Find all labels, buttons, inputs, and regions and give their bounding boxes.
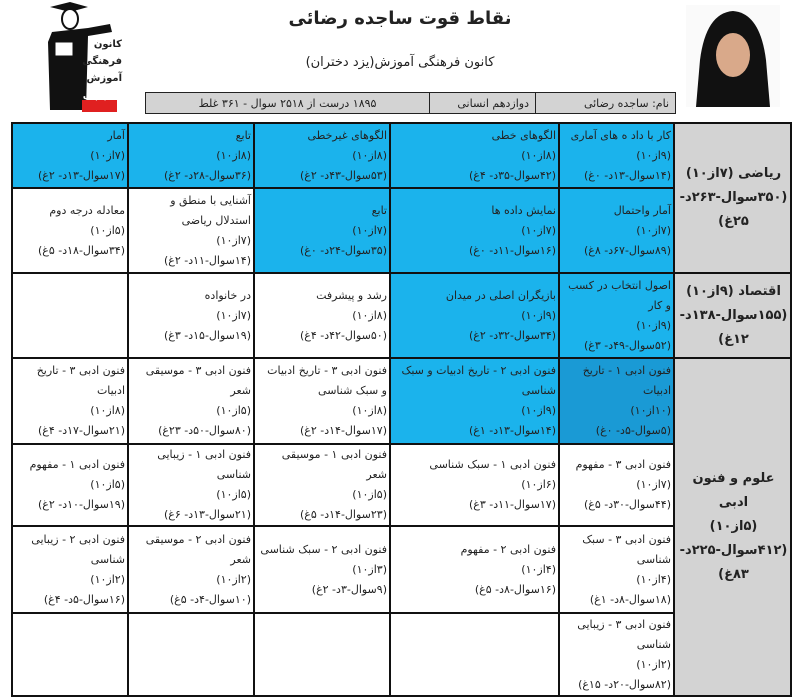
topic-stats: (۵۰سوال-۴۲د- ۴غ) (299, 328, 387, 342)
empty-cell (390, 613, 559, 696)
topic-name: آشنایی با منطق و استدلال ریاضی (170, 193, 251, 227)
topic-score: (۵از۱۰) (90, 223, 125, 237)
logo-line: آموزش (86, 73, 122, 84)
empty-cell (12, 613, 128, 696)
institution-subtitle: کانون فرهنگی آموزش(یزد دختران) (305, 55, 495, 70)
topic-cell (128, 273, 254, 358)
topic-cell (559, 358, 674, 444)
topic-score: (۲از۱۰) (636, 657, 671, 671)
topic-cell (128, 444, 254, 526)
topic-cell (12, 526, 128, 613)
topic-name: فنون ادبی ۳ - تاریخ ادبیات (36, 364, 125, 397)
topic-stats: (۱۷سوال-۱۳د- ۲غ) (37, 168, 125, 182)
topic-stats: (۱۶سوال-۵د- ۴غ) (43, 592, 125, 606)
topic-name: فنون ادبی ۳ - زیبایی شناسی (577, 617, 671, 651)
topic-name: فنون ادبی ۱ - مفهوم (29, 458, 125, 471)
table-row (12, 123, 791, 188)
topic-cell (254, 526, 390, 613)
topic-stats: (۴۲سوال-۳۵د- ۴غ) (468, 168, 556, 182)
topic-score: (۳از۱۰) (352, 562, 387, 576)
topic-cell (254, 358, 390, 444)
topic-cell (390, 188, 559, 273)
topic-score: (۸از۱۰) (352, 308, 387, 322)
logo-line: کانون (93, 39, 122, 50)
topic-name: فنون ادبی ۳ - سبک شناسی (582, 532, 671, 566)
topic-stats: (۱۴سوال-۱۳د- ۰غ) (583, 168, 671, 182)
group-name: اقتصاد (۹از۱۰) (686, 283, 781, 299)
topic-score: (۶از۱۰) (521, 478, 556, 491)
topic-cell (390, 358, 559, 444)
topic-cell (390, 123, 559, 188)
topic-name: فنون ادبی ۱ - تاریخ ادبیات (582, 364, 671, 397)
topic-cell (559, 123, 674, 188)
topic-cell (390, 526, 559, 613)
topic-stats: (۵۲سوال-۴۹د- ۳غ) (583, 338, 671, 352)
student-grade: دوازدهم انسانی (429, 93, 535, 113)
topic-cell (559, 613, 674, 696)
topic-stats: (۸۹سوال-۶۷د- ۸غ) (583, 243, 671, 257)
topic-stats: (۳۴سوال-۱۸د- ۵غ) (37, 243, 125, 257)
topic-stats: (۵۳سوال-۴۳د- ۲غ) (299, 168, 387, 182)
strengths-table (11, 122, 792, 697)
topic-score: (۸از۱۰) (521, 148, 556, 162)
topic-cell (12, 358, 128, 444)
topic-score: (۹از۱۰) (636, 148, 671, 162)
topic-score: (۴از۱۰) (636, 572, 671, 586)
empty-cell (128, 613, 254, 696)
topic-name: کار با داد ه های آماری (570, 128, 671, 142)
topic-cell (12, 444, 128, 526)
topic-name: الگوهای غیرخطی (307, 128, 387, 142)
topic-stats: (۱۴سوال-۱۳د- ۱غ) (468, 424, 556, 437)
topic-cell (128, 358, 254, 444)
topic-stats: (۳۶سوال-۲۸د- ۲غ) (163, 168, 251, 182)
topic-stats: (۱۹سوال-۱۵د- ۳غ) (163, 328, 251, 342)
topic-name: آمار واحتمال (613, 203, 671, 217)
topic-name: آمار (107, 128, 125, 142)
topic-score: (۹از۱۰) (636, 318, 671, 332)
topic-stats: (۱۷سوال-۱۴د- ۲غ) (299, 424, 387, 437)
overall-summary: ۱۸۹۵ درست از ۲۵۱۸ سوال - ۳۶۱ غلط (198, 96, 377, 110)
topic-stats: (۸۲سوال-۲۰د- ۱۵غ) (578, 677, 671, 691)
topic-score: (۸از۱۰) (216, 148, 251, 162)
topic-cell (254, 273, 390, 358)
table-row (12, 358, 791, 444)
topic-score: (۵از۱۰) (216, 488, 251, 501)
topic-cell (390, 273, 559, 358)
topic-stats: (۱۹سوال-۱۰د- ۲غ) (37, 498, 125, 511)
topic-score: (۸از۱۰) (352, 404, 387, 417)
topic-name: تابع (371, 203, 387, 217)
topic-cell (390, 444, 559, 526)
topic-stats: (۵سوال-۵د- ۰غ) (595, 424, 671, 437)
topic-name: فنون ادبی ۲ - مفهوم (460, 542, 556, 556)
topic-cell (12, 188, 128, 273)
topic-stats: (۱۴سوال-۱۱د- ۲غ) (163, 253, 251, 267)
topic-score: (۵از۱۰) (352, 488, 387, 501)
topic-name: نمایش داده ها (491, 203, 556, 217)
topic-score: (۲از۱۰) (90, 572, 125, 586)
topic-cell (559, 526, 674, 613)
topic-score: (۵از۱۰) (216, 404, 251, 417)
group-score: (۵از۱۰) (709, 519, 758, 534)
topic-score: (۴از۱۰) (521, 562, 556, 576)
student-photo (686, 5, 780, 107)
topic-stats: (۲۱سوال-۱۳د- ۶غ) (163, 508, 251, 521)
group-stats: (۴۱۲سوال-۲۲۵د- ۸۳غ) (679, 543, 788, 582)
topic-stats: (۱۰سوال-۴د- ۵غ) (169, 592, 251, 606)
group-stats: (۱۵۵سوال-۱۳۸د- ۱۲غ) (679, 307, 788, 347)
topic-stats: (۳۵سوال-۲۴د- ۰غ) (299, 243, 387, 257)
topic-stats: (۸۰سوال-۵۰د- ۲۳غ) (158, 424, 251, 437)
topic-cell (559, 273, 674, 358)
topic-name: فنون ادبی ۲ - زیبایی شناسی (31, 532, 125, 566)
topic-score: (۷از۱۰) (352, 223, 387, 237)
topic-cell (128, 526, 254, 613)
topic-name: در خانواده (204, 288, 251, 302)
topic-name: فنون ادبی ۲ - موسیقی شعر (145, 532, 251, 566)
topic-score: (۷از۱۰) (216, 308, 251, 322)
student-name: نام: ساجده رضائی (535, 93, 675, 113)
topic-stats: (۹سوال-۳د- ۲غ) (311, 582, 387, 596)
topic-score: (۷از۱۰) (636, 478, 671, 491)
topic-name: فنون ادبی ۳ - موسیقی شعر (145, 364, 251, 397)
topic-name: رشد و پیشرفت (316, 288, 387, 302)
topic-score: (۷از۱۰) (521, 223, 556, 237)
topic-stats: (۲۳سوال-۱۴د- ۵غ) (299, 508, 387, 521)
page-title: نقاط قوت ساجده رضائی (288, 8, 512, 29)
topic-score: (۱۰از۱۰) (630, 404, 671, 417)
topic-cell (559, 188, 674, 273)
topic-name: فنون ادبی ۲ - سبک شناسی (260, 542, 387, 556)
empty-cell (12, 273, 128, 358)
topic-stats: (۴۴سوال-۳۰د- ۵غ) (583, 498, 671, 511)
topic-cell (128, 188, 254, 273)
topic-stats: (۳۴سوال-۳۲د- ۲غ) (468, 328, 556, 342)
topic-cell (12, 123, 128, 188)
logo-line: فرهنگی (82, 56, 122, 67)
topic-name: معادله درجه دوم (49, 203, 125, 217)
topic-score: (۵از۱۰) (90, 478, 125, 491)
subject-group-header (674, 273, 791, 358)
topic-name: فنون ادبی ۱ - موسیقی شعر (281, 448, 387, 481)
topic-stats: (۱۸سوال-۸د- ۱غ) (589, 592, 671, 606)
group-name: ریاضی (۷از۱۰) (685, 166, 782, 181)
student-info-bar (145, 92, 676, 114)
topic-stats: (۱۶سوال-۸د- ۵غ) (474, 582, 556, 596)
topic-name: فنون ادبی ۳ - مفهوم (575, 458, 671, 471)
topic-name: بازیگران اصلی در میدان (445, 288, 556, 302)
kanoon-logo (30, 2, 125, 112)
topic-score: (۲از۱۰) (216, 572, 251, 586)
topic-cell (559, 444, 674, 526)
subject-group-header (674, 123, 791, 273)
topic-score: (۷از۱۰) (216, 233, 251, 247)
group-name: علوم و فنون ادبی (692, 471, 775, 510)
topic-name: فنون ادبی ۲ - تاریخ ادبیات و سبک شناسی (401, 364, 556, 397)
topic-name: اصول انتخاب در کسب و کار (568, 278, 671, 312)
topic-cell (128, 123, 254, 188)
topic-cell (254, 444, 390, 526)
group-stats: (۳۵۰سوال-۲۶۳د- ۲۵غ) (679, 190, 788, 229)
topic-stats: (۱۶سوال-۱۱د- ۰غ) (468, 243, 556, 257)
topic-score: (۸از۱۰) (352, 148, 387, 162)
empty-cell (254, 613, 390, 696)
topic-name: فنون ادبی ۱ - سبک شناسی (429, 458, 556, 471)
topic-stats: (۱۷سوال-۱۱د- ۳غ) (468, 498, 556, 511)
logo-line: قلم چی (82, 90, 122, 101)
subject-group-header (674, 358, 791, 696)
topic-cell (254, 188, 390, 273)
topic-name: فنون ادبی ۳ - تاریخ ادبیات و سبک شناسی (267, 364, 387, 397)
topic-name: تابع (235, 128, 251, 142)
topic-score: (۷از۱۰) (636, 223, 671, 237)
topic-score: (۹از۱۰) (521, 404, 556, 417)
topic-score: (۸از۱۰) (90, 404, 125, 417)
topic-cell (254, 123, 390, 188)
topic-name: فنون ادبی ۱ - زیبایی شناسی (157, 448, 251, 481)
topic-name: الگوهای خطی (491, 128, 556, 142)
topic-stats: (۲۱سوال-۱۷د- ۴غ) (37, 424, 125, 437)
topic-score: (۹از۱۰) (521, 308, 556, 322)
topic-score: (۷از۱۰) (90, 148, 125, 162)
table-row (12, 273, 791, 358)
